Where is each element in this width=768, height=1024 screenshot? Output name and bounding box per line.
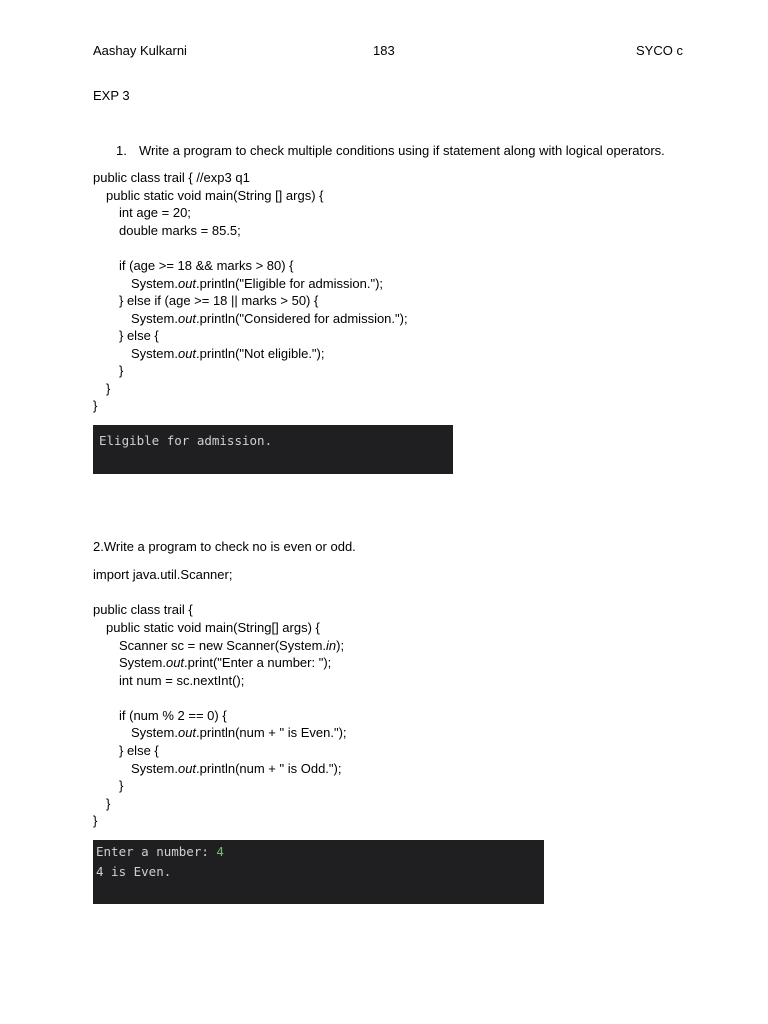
header-class: SYCO c bbox=[636, 43, 683, 58]
code-line: } bbox=[106, 381, 111, 396]
code-line: public class trail { //exp3 q1 bbox=[93, 170, 250, 185]
code-line: int age = 20; bbox=[119, 205, 191, 220]
code-line: System.out.println("Not eligible."); bbox=[131, 346, 325, 361]
terminal-prompt-line bbox=[96, 844, 224, 859]
code-line: System.out.print("Enter a number: "); bbox=[119, 655, 332, 670]
terminal-user-input: 4 bbox=[216, 844, 224, 859]
q2-title: 2.Write a program to check no is even or odd. bbox=[93, 539, 356, 554]
q2-output-terminal bbox=[93, 840, 544, 904]
code-line: int num = sc.nextInt(); bbox=[119, 673, 245, 688]
code-line: public class trail { bbox=[93, 602, 193, 617]
terminal-prompt: Enter a number: bbox=[96, 844, 217, 859]
code-line: System.out.println("Eligible for admission."); bbox=[131, 276, 384, 291]
q1-output-terminal bbox=[93, 425, 453, 474]
q1-title: Write a program to check multiple conditions using if statement along with logical operators. bbox=[139, 143, 665, 158]
code-line: public static void main(String[] args) { bbox=[106, 620, 320, 635]
q1-number: 1. bbox=[116, 143, 127, 158]
code-line: } else { bbox=[119, 328, 159, 343]
code-line: Scanner sc = new Scanner(System.in); bbox=[119, 638, 345, 653]
header-page-number: 183 bbox=[373, 43, 395, 58]
code-line: System.out.println("Considered for admission."); bbox=[131, 311, 408, 326]
code-line: } bbox=[93, 813, 98, 828]
terminal-output-line: Eligible for admission. bbox=[99, 433, 273, 448]
code-line: System.out.println(num + " is Odd."); bbox=[131, 761, 342, 776]
code-line: } bbox=[106, 796, 111, 811]
code-line: if (num % 2 == 0) { bbox=[119, 708, 227, 723]
code-line: } else if (age >= 18 || marks > 50) { bbox=[119, 293, 319, 308]
code-line: public static void main(String [] args) { bbox=[106, 188, 324, 203]
code-line: } else { bbox=[119, 743, 159, 758]
code-line: double marks = 85.5; bbox=[119, 223, 241, 238]
header-author: Aashay Kulkarni bbox=[93, 43, 187, 58]
code-line: } bbox=[119, 363, 124, 378]
code-line: if (age >= 18 && marks > 80) { bbox=[119, 258, 294, 273]
code-line: System.out.println(num + " is Even."); bbox=[131, 725, 347, 740]
code-line: } bbox=[93, 398, 98, 413]
q2-import-line: import java.util.Scanner; bbox=[93, 567, 233, 582]
code-line: } bbox=[119, 778, 124, 793]
terminal-output-line: 4 is Even. bbox=[96, 864, 172, 879]
experiment-title: EXP 3 bbox=[93, 88, 130, 103]
